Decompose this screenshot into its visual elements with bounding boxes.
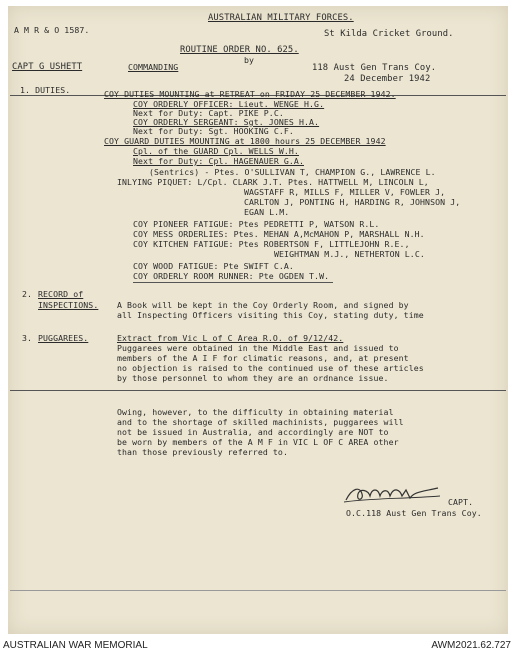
divider [10, 390, 506, 391]
duty-line: COY DUTIES MOUNTING at RETREAT on FRIDAY 25 DECEMBER 1942. [104, 89, 396, 99]
duty-line: (Sentrics) - Ptes. O'SULLIVAN T, CHAMPION G., LAWRENCE L. [149, 167, 436, 177]
puggarees-extract-heading: Extract from Vic L of C Area R.O. of 9/12/42. [117, 333, 344, 343]
puggarees-para2: Owing, however, to the difficulty in obtaining material [117, 407, 394, 417]
divider [10, 590, 506, 591]
unit-name: 118 Aust Gen Trans Coy. [312, 63, 437, 73]
duty-line: COY ORDERLY OFFICER: Lieut. WENGE H.G. [133, 99, 325, 109]
commander-name: CAPT G USHETT [12, 62, 83, 72]
archive-name: AUSTRALIAN WAR MEMORIAL [3, 640, 148, 651]
inspections-text: all Inspecting Officers visiting this Coy, stating duty, time [117, 310, 424, 320]
duty-line: WAGSTAFF R, MILLS F, MILLER V, FOWLER J, [244, 187, 446, 197]
puggarees-para2: than those previously referred to. [117, 447, 288, 457]
puggarees-text: by those personnel to whom they are an ordnance issue. [117, 373, 389, 383]
duty-line: Next for Duty: Sgt. HOOKING C.F. [133, 126, 294, 136]
signatory-rank: CAPT. [448, 497, 474, 507]
section-duties-title: 1. DUTIES. [20, 85, 71, 95]
duty-line: COY KITCHEN FATIGUE: Ptes ROBERTSON F, LITTLEJOHN R.E., [133, 239, 410, 249]
handwritten-signature [342, 482, 442, 506]
duty-line: WEIGHTMAN M.J., NETHERTON L.C. [274, 249, 425, 259]
section-number: 3. [22, 333, 33, 343]
duty-line: Next for Duty: Cpl. HAGENAUER G.A. [133, 156, 304, 166]
duty-line: CARLTON J, PONTING H, HARDING R, JOHNSON J, [244, 197, 461, 207]
puggarees-text: no objection is raised to the continued use of these articles [117, 363, 424, 373]
puggarees-text: members of the A I F for climatic reasons, and, at present [117, 353, 409, 363]
puggarees-para2: not be issued in Australia, and accordingly are NOT to [117, 427, 389, 437]
duty-line: COY WOOD FATIGUE: Pte SWIFT C.A. [133, 261, 294, 271]
archive-id: AWM2021.62.727 [431, 640, 511, 651]
puggarees-para2: and to the shortage of skilled machinists, puggarees will [117, 417, 404, 427]
document-page [8, 6, 508, 634]
section-inspections-title: RECORD of [38, 289, 84, 299]
location: St Kilda Cricket Ground. [324, 29, 454, 39]
duty-line: COY MESS ORDERLIES: Ptes. MEHAN A,McMAHON P, MARSHALL N.H. [133, 229, 425, 239]
puggarees-text: Puggarees were obtained in the Middle East and issued to [117, 343, 399, 353]
duty-line: Next for Duty: Capt. PIKE P.C. [133, 108, 284, 118]
inspections-text: A Book will be kept in the Coy Orderly Room, and signed by [117, 300, 409, 310]
duty-line: COY GUARD DUTIES MOUNTING at 1800 hours 25 DECEMBER 1942 [104, 136, 386, 146]
duty-line: Cpl. of the GUARD Cpl. WELLS W.H. [133, 146, 299, 156]
duty-line: COY ORDERLY ROOM RUNNER: Pte OGDEN T.W. [133, 271, 330, 281]
section-puggarees-title: PUGGAREES. [38, 333, 89, 343]
divider [133, 282, 333, 283]
duty-line: COY PIONEER FATIGUE: Ptes PEDRETTI P, WATSON R.L. [133, 219, 380, 229]
order-date: 24 December 1942 [344, 74, 431, 84]
section-inspections-title-2: INSPECTIONS. [38, 300, 99, 310]
order-title: ROUTINE ORDER NO. 625. [180, 45, 299, 55]
archive-footer [0, 638, 517, 653]
signatory-title: O.C.118 Aust Gen Trans Coy. [346, 508, 482, 518]
by-label: by [244, 55, 255, 65]
document-reference: A M R & O 1587. [14, 25, 90, 35]
duty-line: EGAN L.M. [244, 207, 290, 217]
puggarees-para2: be worn by members of the A M F in VIC L OF C AREA other [117, 437, 399, 447]
duty-line: COY ORDERLY SERGEANT: Sgt. JONES H.A. [133, 117, 320, 127]
duty-line: INLYING PIQUET: L/Cpl. CLARK J.T. Ptes. HATTWELL M, LINCOLN L, [117, 177, 429, 187]
section-number: 2. [22, 289, 33, 299]
commanding-label: COMMANDING [128, 62, 179, 72]
organisation-heading: AUSTRALIAN MILITARY FORCES. [208, 13, 354, 23]
